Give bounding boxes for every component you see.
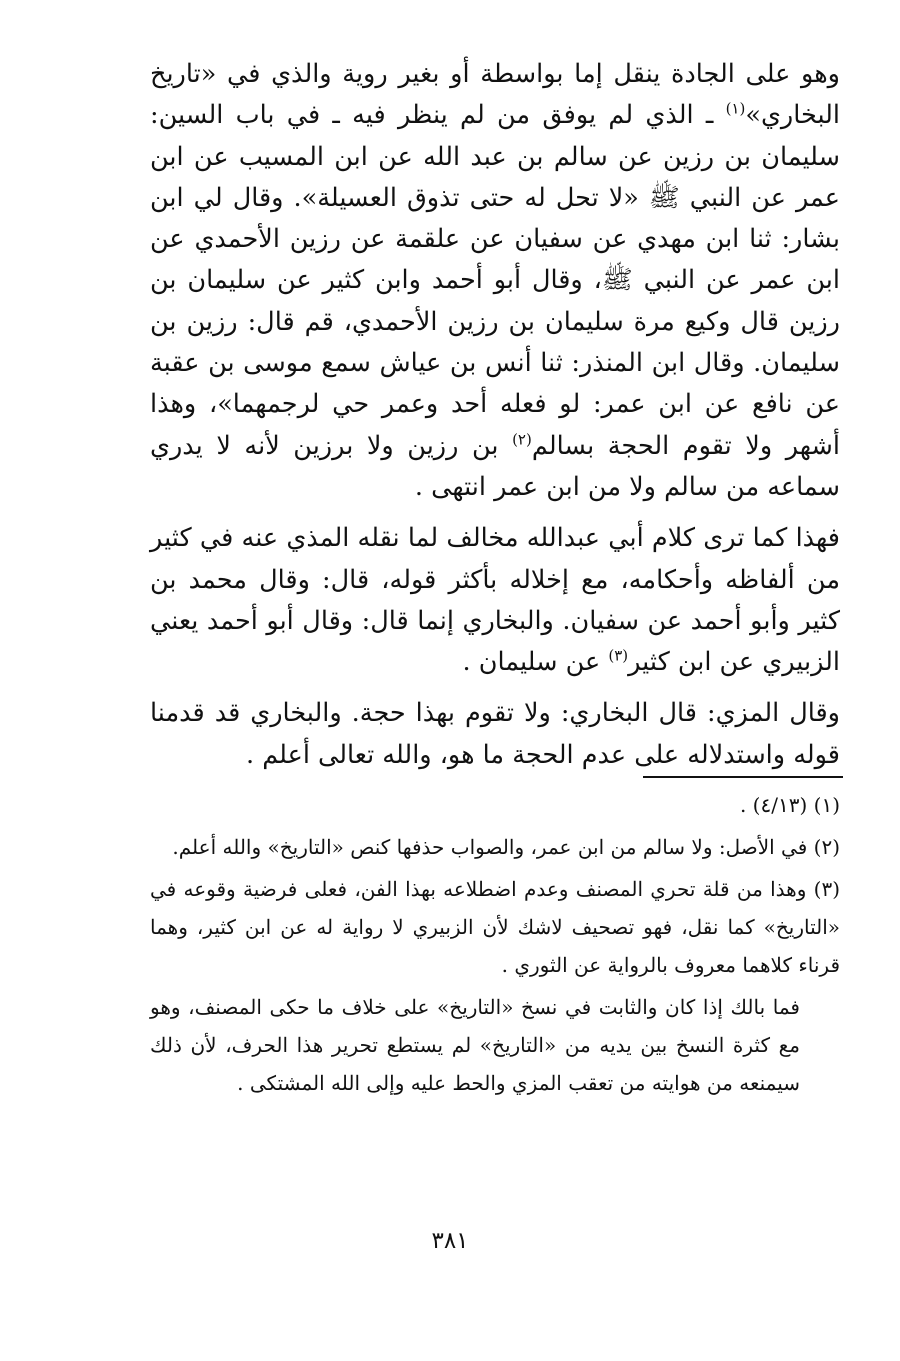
footnotes (150, 786, 840, 1106)
paragraph-2-text-cont: عن سليمان . (462, 647, 609, 678)
footnote-3-continued: فما بالك إذا كان والثابت في نسخ «التاريخ» على خلاف ما حكى المصنف، وهو مع كثرة النسخ بين يديه من «التاريخ» لم يستطع تحرير هذا الحرف، لأن ذلك سيمنعه من هوايته من تعقب المزي والحط عليه وإلى الله المشتكى . (150, 995, 800, 1095)
footnote-3: (٣) وهذا من قلة تحري المصنف وعدم اضطلاعه بهذا الفن، فعلى فرضية وقوعه في «التاريخ» كما نقل، فهو تصحيف لاشك لأن الزبيري لا رواية له عن ابن كثير، وهما قرناء كلاهما معروف بالرواية عن الثوري . (150, 877, 840, 977)
paragraph-3: وقال المزي: قال البخاري: ولا تقوم بهذا حجة. والبخاري قد قدمنا قوله واستدلاله على عدم الحجة ما هو، والله تعالى أعلم . (150, 698, 840, 770)
paragraph-1-text: وهو على الجادة ينقل إما بواسطة أو بغير روية والذي في «تاريخ البخاري» (150, 59, 840, 131)
footnote-separator (643, 776, 843, 778)
footnote-ref-3: (٣) (608, 646, 629, 665)
paragraph-1-text-end: بن رزين ولا برزين لأنه لا يدري سماعه من سالم ولا من ابن عمر انتهى . (150, 430, 840, 502)
paragraph-1-text-cont: ـ الذي لم يوفق من لم ينظر فيه ـ في باب السين: سليمان بن رزين عن سالم بن عبد الله عن ابن المسيب عن ابن عمر عن النبي ﷺ «لا تحل له حتى تذوق العسيلة». وقال لي ابن بشار: ثنا ابن مهدي عن سفيان عن علقمة عن رزين الأحمدي عن ابن عمر عن النبي ﷺ، وقال أبو أحمد وابن كثير عن سليمان بن رزين قال وكيع مرة سليمان بن رزين الأحمدي، قم قال: رزين بن سليمان. وقال ابن المنذر: ثنا أنس بن عياش سمع موسى بن عقبة عن نافع عن ابن عمر: لو فعله أحد وعمر حي لرجمهما»، وهذا أشهر ولا تقوم الحجة بسالم (150, 100, 840, 461)
page-number: ٣٨١ (431, 1228, 469, 1254)
paragraph-2 (150, 518, 840, 683)
footnote-1: (١) (٤/١٣) . (739, 793, 840, 817)
paragraph-2-text: فهذا كما ترى كلام أبي عبدالله مخالف لما نقله المذي عنه في كثير من ألفاظه وأحكامه، مع إخلاله بأكثر قوله، قال: وقال محمد بن كثير وأبو أحمد عن سفيان. والبخاري إنما قال: وقال أبو أحمد يعني الزبيري عن ابن كثير (150, 523, 840, 678)
main-text (150, 54, 840, 776)
footnote-ref-2: (٢) (512, 430, 532, 449)
footnote-2: (٢) في الأصل: ولا سالم من ابن عمر، والصواب حذفها كنص «التاريخ» والله أعلم. (172, 835, 840, 859)
paragraph-1 (150, 54, 840, 508)
footnote-ref-1: (١) (725, 99, 746, 118)
